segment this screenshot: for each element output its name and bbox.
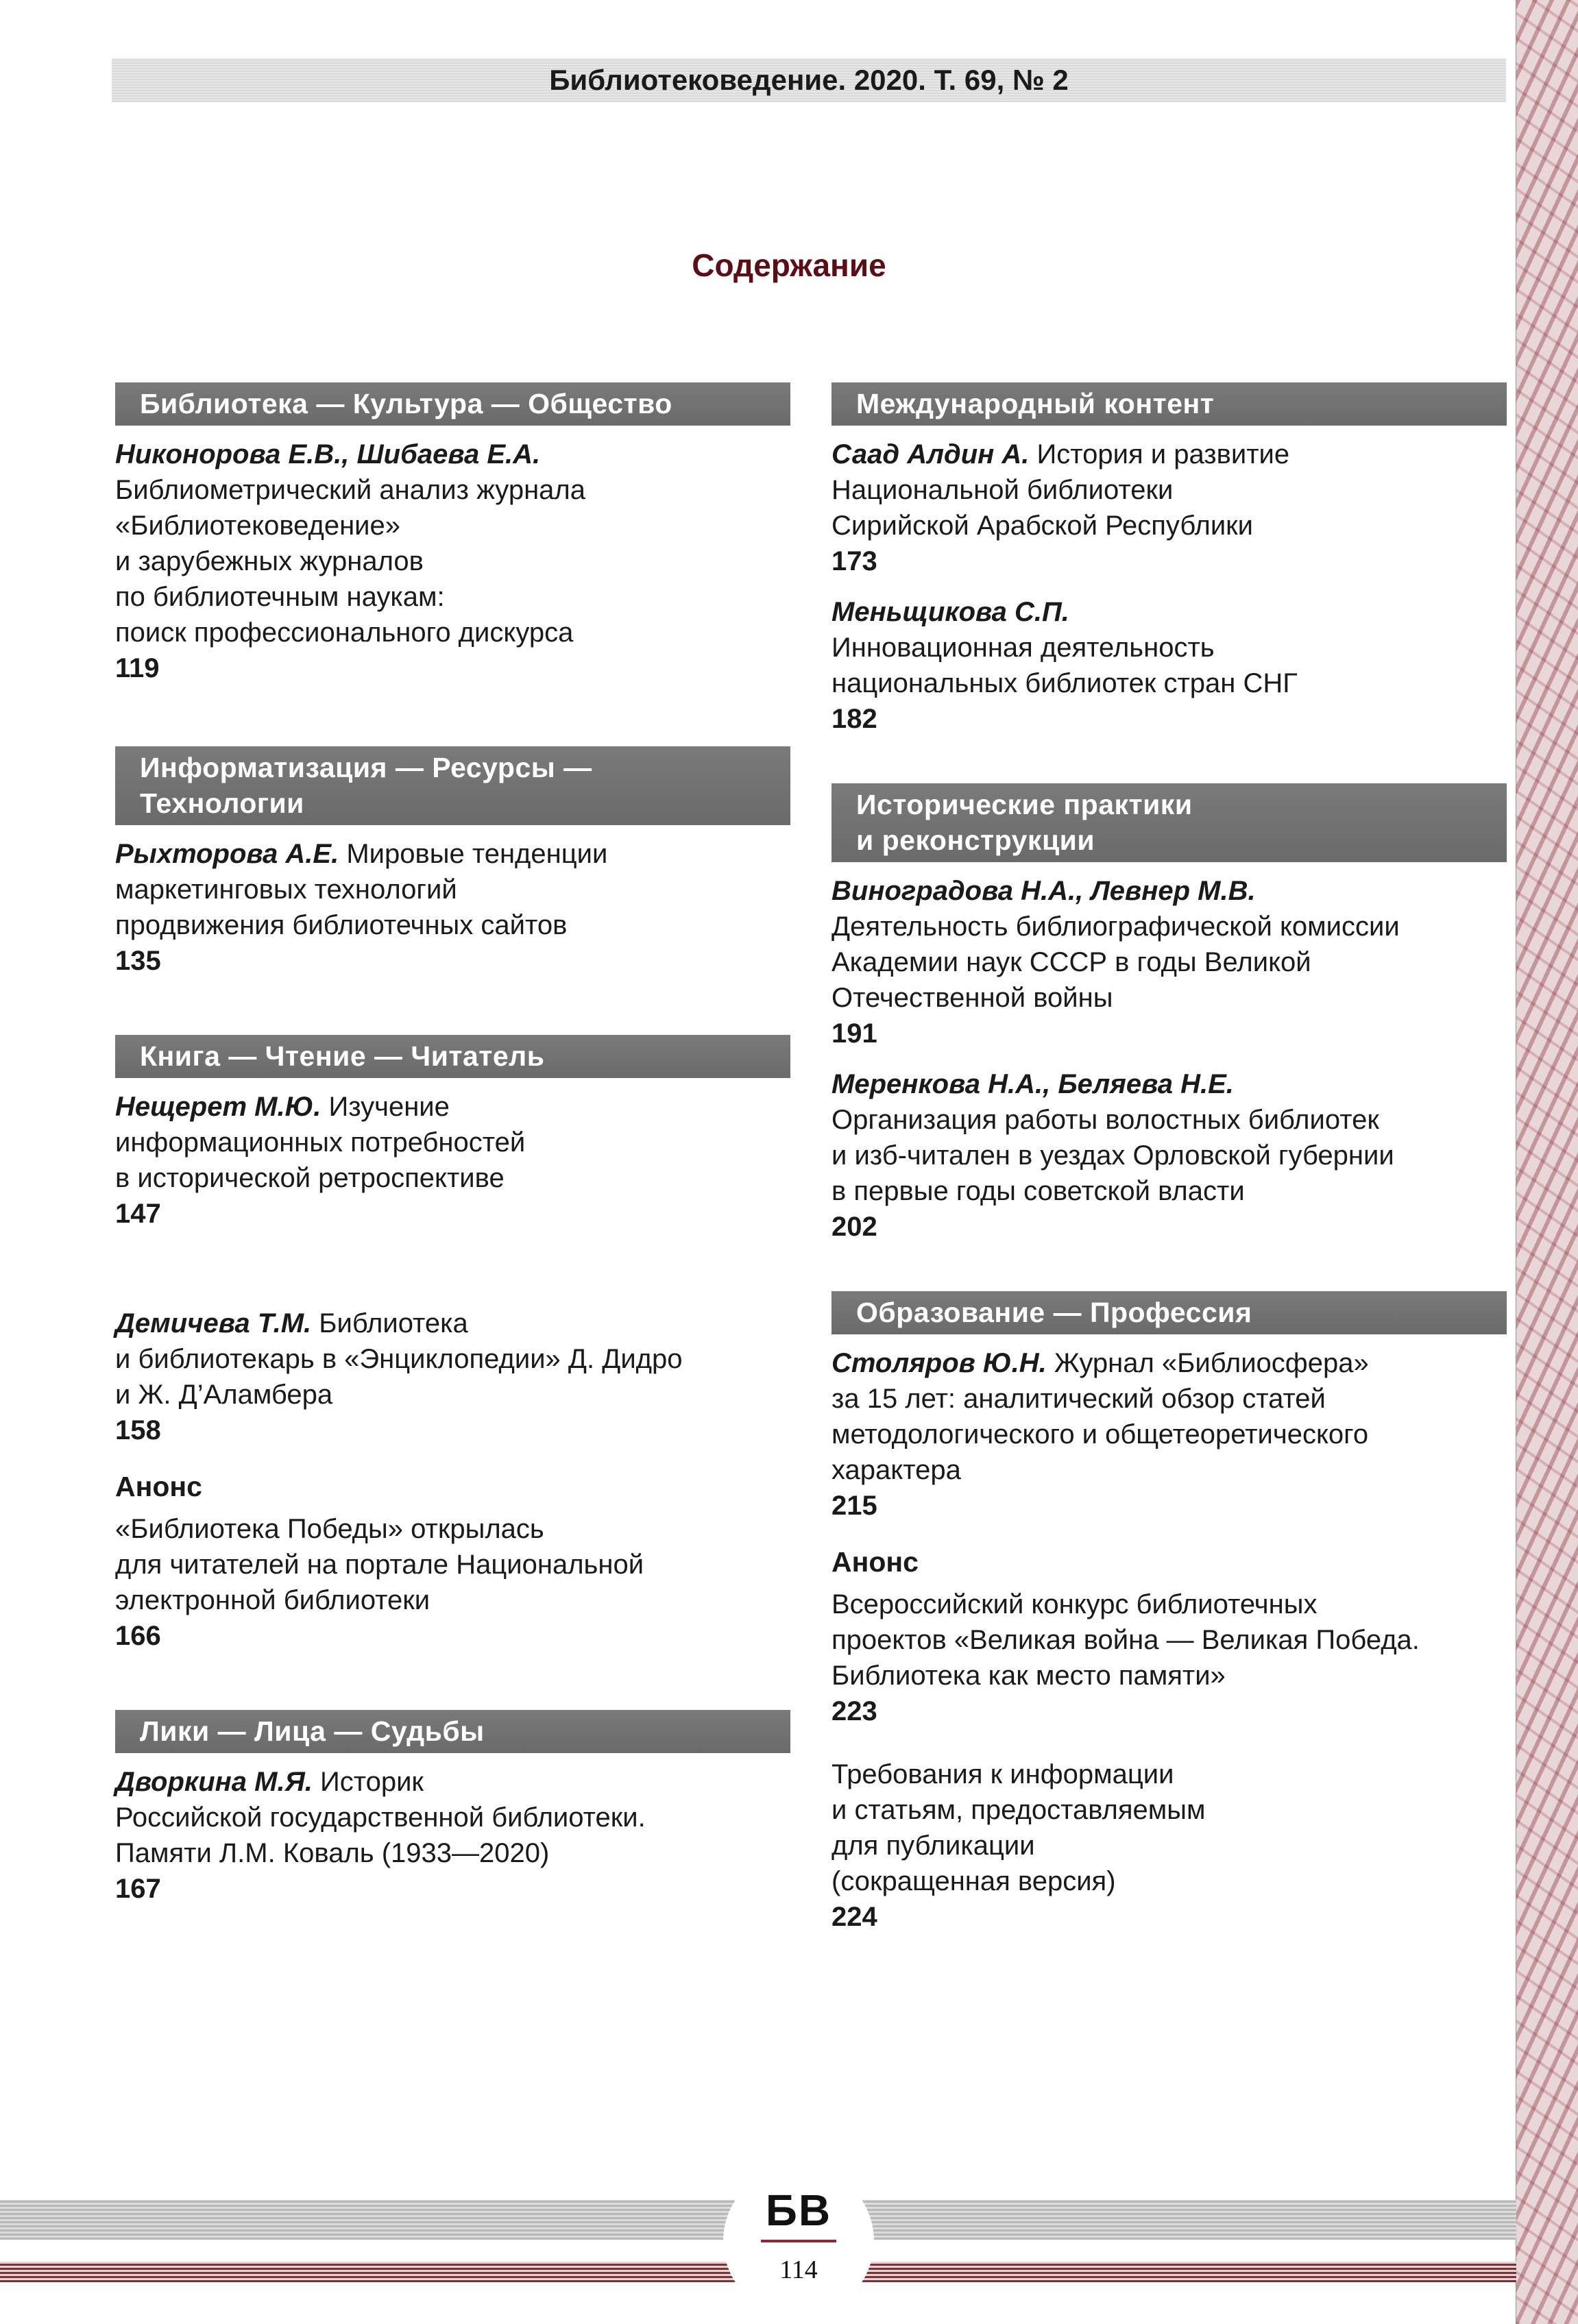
section [832,1291,1507,1935]
toc-entry[interactable] [115,426,790,686]
entry-title: Библиотека и библиотекарь в «Энциклопедии» Д. Дидро и Ж. Д’Аламбера [115,1308,683,1410]
entry-label: Анонс [115,1471,202,1502]
toc-entry[interactable] [115,825,790,979]
entry-page: 167 [115,1874,161,1904]
entry-author: Меренкова Н.А., Беляева Н.Е. [832,1069,1234,1099]
entry-author: Рыхторова А.Е. [115,839,347,869]
section-heading: Международный контент [832,382,1507,426]
entry-page: 173 [832,546,877,576]
entry-title: Историк Российской государственной библиотеки. Памяти Л.М. Коваль (1933—2020) [115,1767,646,1868]
entry-author: Дворкина М.Я. [115,1767,320,1797]
section [115,382,790,686]
entry-title: Организация работы волостных библиотек и изб-читален в уездах Орловской губернии в первые годы советской власти [832,1105,1394,1206]
entry-label: Анонс [832,1546,919,1578]
section-heading: Образование — Профессия [832,1291,1507,1334]
entry-author: Демичева Т.М. [115,1308,319,1338]
entry-page: 119 [115,653,160,683]
entry-author: Меньщикова С.П. [832,597,1069,627]
toc-entry[interactable] [832,1051,1507,1245]
journal-title: Библиотековедение. 2020. Т. 69, № 2 [549,64,1069,96]
right-column [832,382,1507,1935]
entry-title: Требования к информации и статьям, предоставляемым для публикации (сокращенная версия) [832,1759,1206,1896]
entry-title: Библиометрический анализ журнала «Библиотековедение» и зарубежных журналов по библиотечным наукам: поиск профессионального дискурса [115,475,585,648]
entry-page: 182 [832,704,877,734]
section-heading: Библиотека — Культура — Общество [115,382,790,426]
toc-entry[interactable] [832,862,1507,1051]
entry-page: 166 [115,1621,161,1651]
entry-title: «Библиотека Победы» открылась для читателей на портале Национальной электронной библиотеки [115,1514,644,1615]
section-heading: Книга — Чтение — Читатель [115,1035,790,1078]
running-header [112,58,1506,102]
section [832,382,1507,737]
entry-author: Саад Алдин А. [832,439,1037,469]
section [115,746,790,979]
section-heading: Исторические практики и реконструкции [832,783,1507,862]
section [115,1035,790,1654]
entry-author: Виноградова Н.А., Левнер М.В. [832,876,1256,906]
entry-title: Инновационная деятельность национальных библиотек стран СНГ [832,633,1298,698]
section-heading: Лики — Лица — Судьбы [115,1710,790,1753]
toc-entry[interactable] [832,1334,1507,1524]
entry-page: 223 [832,1696,877,1726]
entry-page: 215 [832,1491,877,1521]
section [832,783,1507,1245]
entry-page: 224 [832,1902,877,1932]
toc-entry[interactable] [115,1753,790,1907]
journal-logo: БВ [765,2186,832,2235]
decorative-edge [1516,0,1578,2324]
logo-underline [761,2240,836,2242]
page-title: Содержание [692,247,886,283]
entry-title: Изучение информационных потребностей в исторической ретроспективе [115,1092,526,1193]
toc-entry[interactable] [115,1448,790,1654]
entry-title: Мировые тенденции маркетинговых технологий продвижения библиотечных сайтов [115,839,608,940]
entry-page: 202 [832,1212,877,1242]
entry-page: 191 [832,1018,877,1049]
entry-title: Всероссийский конкурс библиотечных проектов «Великая война — Великая Победа. Библиотека как место памяти» [832,1589,1420,1691]
entry-page: 135 [115,946,161,976]
section-heading: Информатизация — Ресурсы — Технологии [115,746,790,825]
entry-author: Столяров Ю.Н. [832,1348,1054,1378]
toc-entry[interactable] [832,579,1507,737]
toc-entry[interactable] [832,426,1507,579]
entry-author: Нещерет М.Ю. [115,1092,329,1122]
left-column [115,382,790,1907]
entry-page: 158 [115,1415,161,1445]
section [115,1710,790,1907]
entry-title: Журнал «Библиосфера» за 15 лет: аналитический обзор статей методологического и общетеоретического характера [832,1348,1369,1485]
toc-entry[interactable] [832,1729,1507,1935]
entry-author: Никонорова Е.В., Шибаева Е.А. [115,439,541,469]
page-number: 114 [779,2255,818,2284]
toc-entry[interactable] [115,1232,790,1448]
entry-title: Деятельность библиографической комиссии Академии наук СССР в годы Великой Отечественной войны [832,912,1400,1013]
toc-entry[interactable] [832,1524,1507,1729]
entry-page: 147 [115,1199,161,1229]
toc-entry[interactable] [115,1078,790,1232]
entry-title: История и развитие Национальной библиотеки Сирийской Арабской Республики [832,439,1290,541]
